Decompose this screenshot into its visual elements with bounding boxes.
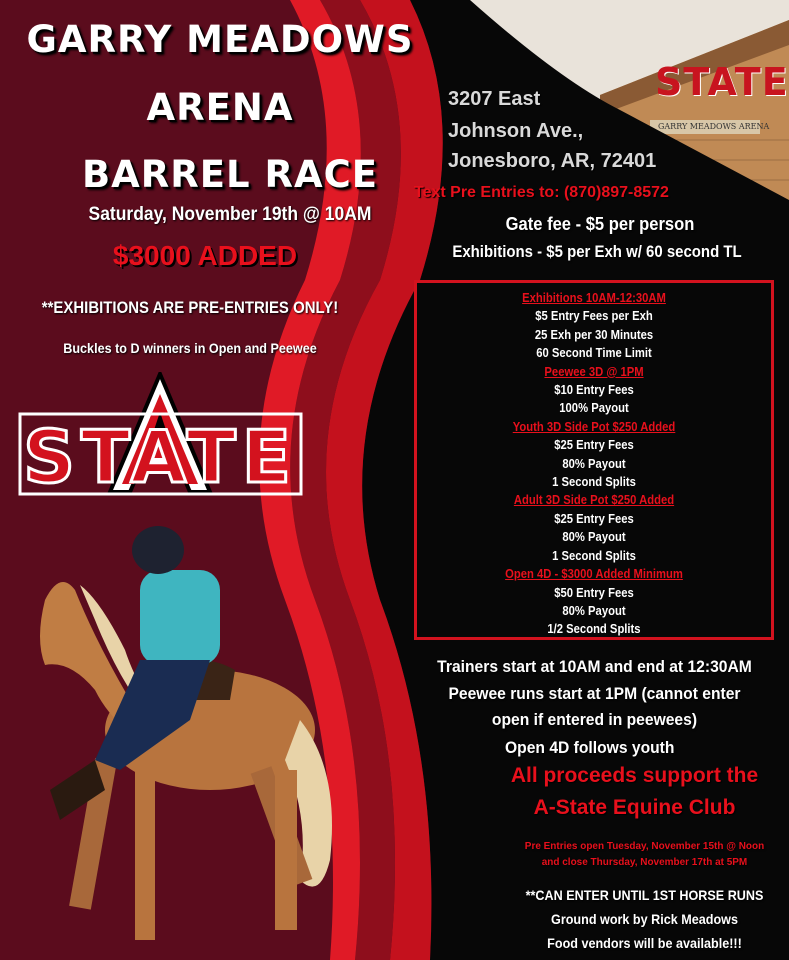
schedule-list bbox=[417, 283, 771, 639]
address-line3: Jonesboro, AR, 72401 bbox=[448, 150, 657, 172]
schedule-item: 60 Second Time Limit bbox=[536, 346, 652, 361]
schedule-item: $5 Entry Fees per Exh bbox=[535, 309, 653, 324]
schedule-item: 1/2 Second Splits bbox=[547, 622, 641, 637]
text-pre-entries: Text Pre Entries to: (870)897-8572 bbox=[414, 184, 669, 201]
schedule-header: Adult 3D Side Pot $250 Added bbox=[513, 493, 675, 508]
schedule-header: Open 4D - $3000 Added Minimum bbox=[505, 567, 683, 582]
peewee-line2: open if entered in peewees) bbox=[491, 710, 698, 729]
schedule-item: 25 Exh per 30 Minutes bbox=[534, 327, 654, 342]
schedule-item: $25 Entry Fees bbox=[554, 511, 634, 526]
ground-work-line: Ground work by Rick Meadows bbox=[551, 911, 738, 927]
schedule-item: 1 Second Splits bbox=[552, 548, 636, 563]
food-vendors-line: Food vendors will be available!!! bbox=[547, 935, 742, 951]
schedule-item: 1 Second Splits bbox=[552, 475, 636, 490]
gate-fee: Gate fee - $5 per person bbox=[505, 214, 695, 234]
schedule-header: Peewee 3D @ 1PM bbox=[544, 364, 644, 379]
event-title-line3: BARREL RACE bbox=[81, 153, 379, 196]
schedule-item: 80% Payout bbox=[562, 456, 626, 471]
exhibitions-fee: Exhibitions - $5 per Exh w/ 60 second TL bbox=[452, 242, 742, 261]
logo-text: STATE bbox=[23, 415, 297, 499]
schedule-item: 100% Payout bbox=[559, 401, 629, 416]
address-line2: Johnson Ave., bbox=[448, 120, 584, 142]
can-enter-line: **CAN ENTER UNTIL 1ST HORSE RUNS bbox=[525, 887, 764, 903]
event-title-line2: ARENA bbox=[146, 86, 294, 129]
schedule-item: $10 Entry Fees bbox=[554, 383, 634, 398]
trainers-line: Trainers start at 10AM and end at 12:30AM bbox=[437, 657, 752, 676]
schedule-header: Youth 3D Side Pot $250 Added bbox=[512, 419, 676, 434]
schedule-item: $50 Entry Fees bbox=[554, 585, 634, 600]
event-date: Saturday, November 19th @ 10AM bbox=[88, 204, 372, 225]
peewee-line1: Peewee runs start at 1PM (cannot enter bbox=[448, 684, 741, 703]
exhibitions-note: **EXHIBITIONS ARE PRE-ENTRIES ONLY! bbox=[41, 298, 339, 317]
schedule-item: 80% Payout bbox=[562, 603, 626, 618]
schedule-item: 80% Payout bbox=[562, 530, 626, 545]
building-label: GARRY MEADOWS ARENA bbox=[658, 122, 770, 131]
schedule-item: $25 Entry Fees bbox=[554, 438, 634, 453]
address-line1: 3207 East bbox=[448, 88, 541, 110]
a-state-logo bbox=[18, 372, 303, 522]
proceeds-line1: All proceeds support the bbox=[510, 764, 759, 787]
event-title-line1: GARRY MEADOWS bbox=[26, 18, 414, 61]
schedule-box bbox=[414, 280, 774, 640]
open4d-line: Open 4D follows youth bbox=[505, 738, 675, 757]
preentries-line1: Pre Entries open Tuesday, November 15th @ Noon bbox=[524, 840, 765, 852]
added-money: $3000 ADDED bbox=[112, 240, 298, 271]
buckles-note: Buckles to D winners in Open and Peewee bbox=[63, 340, 317, 356]
schedule-header: Exhibitions 10AM-12:30AM bbox=[522, 291, 666, 305]
preentries-line2: and close Thursday, November 17th at 5PM bbox=[541, 856, 748, 868]
building-sign: STATE bbox=[655, 60, 789, 104]
proceeds-line2: A-State Equine Club bbox=[533, 796, 736, 819]
